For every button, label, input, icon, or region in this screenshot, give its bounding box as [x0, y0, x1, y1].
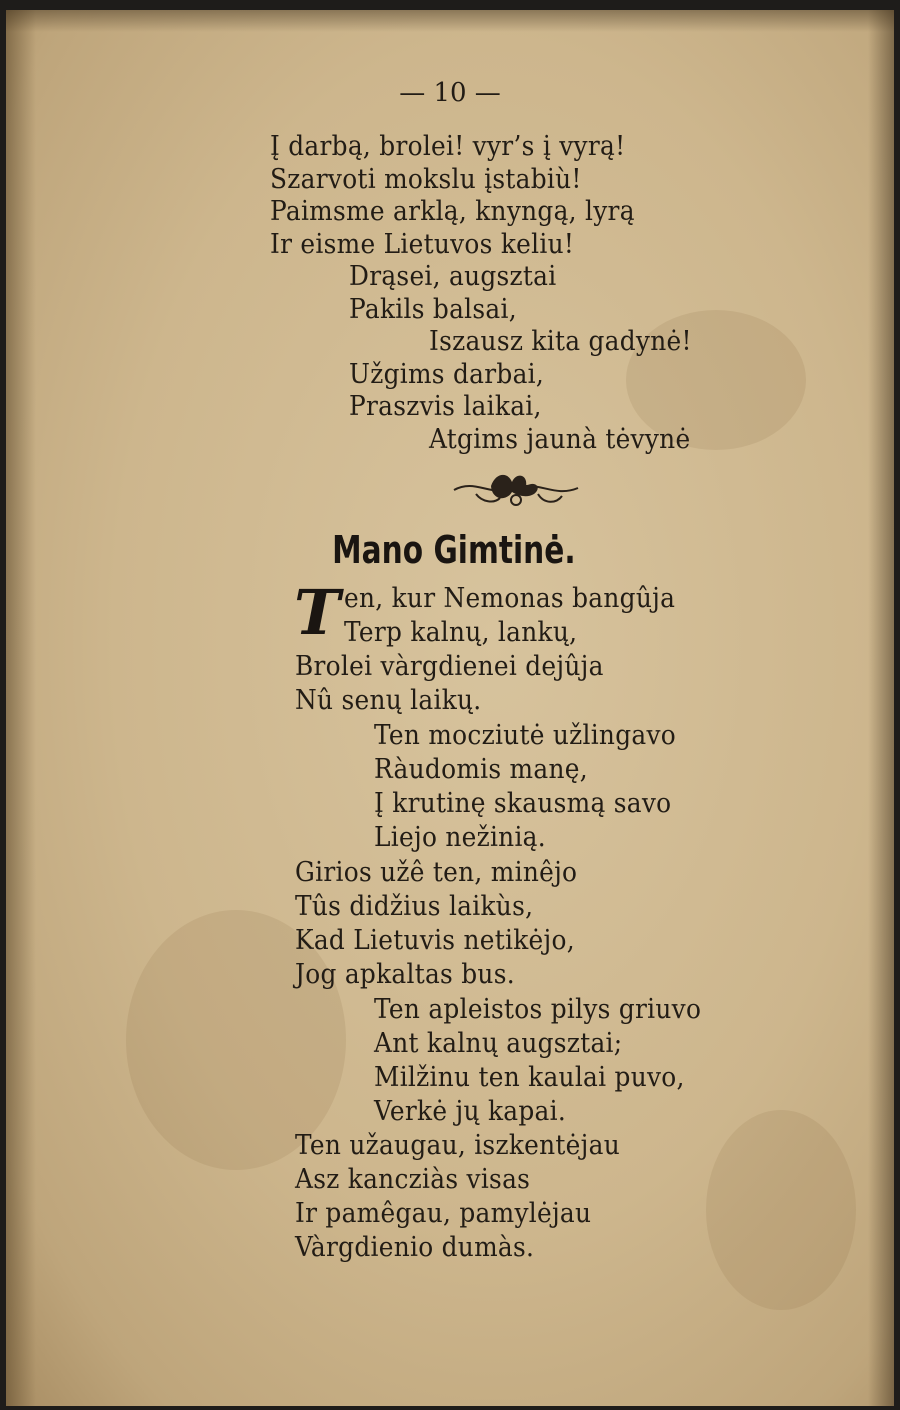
- page-edge-right: [868, 10, 894, 1406]
- poem2-line: Ràudomis manę,: [374, 754, 588, 785]
- poem1-line: Paimsme arklą, knyngą, lyrą: [270, 196, 635, 227]
- poem1-line: Iszausz kita gadynė!: [429, 326, 692, 357]
- poem2-line: Asz kancziàs visas: [295, 1164, 531, 1195]
- poem2-line: Ant kalnų augsztai;: [374, 1028, 623, 1059]
- poem2-line: Nû senų laikų.: [295, 685, 482, 716]
- poem1-line: Praszvis laikai,: [349, 391, 542, 422]
- poem-title: Mano Gimtinė.: [332, 528, 576, 572]
- poem1-line: Į darbą, brolei! vyr’s į vyrą!: [270, 131, 626, 162]
- poem1-line: Szarvoti mokslu įstabiù!: [270, 164, 582, 195]
- poem1-line: Atgims jaunà tėvynė: [429, 424, 691, 455]
- paper-stain: [706, 1110, 856, 1310]
- poem1-line: Pakils balsai,: [349, 294, 517, 325]
- poem2-line: Į krutinę skausmą savo: [374, 788, 672, 819]
- poem2-line: Kad Lietuvis netikėjo,: [295, 925, 575, 956]
- page-number: — 10 —: [399, 78, 501, 108]
- poem2-line: en, kur Nemonas bangûja: [344, 583, 676, 614]
- poem2-line: Liejo nežinią.: [374, 822, 546, 853]
- poem2-line: Brolei vàrgdienei dejûja: [295, 651, 604, 682]
- poem2-line: Verkė jų kapai.: [374, 1096, 567, 1127]
- page-edge-top: [6, 10, 894, 32]
- book-page: [6, 10, 894, 1406]
- poem2-line: Ten mocziutė užlingavo: [374, 720, 677, 751]
- poem2-line: Milžinu ten kaulai puvo,: [374, 1062, 685, 1093]
- poem2-line: Terp kalnų, lankų,: [344, 617, 578, 648]
- page-edge-left: [6, 10, 36, 1406]
- poem2-line: Ten apleistos pilys griuvo: [374, 994, 702, 1025]
- poem1-line: Užgims darbai,: [349, 359, 545, 390]
- poem2-line: Girios užê ten, minêjo: [295, 857, 578, 888]
- poem1-line: Drąsei, augsztai: [349, 261, 557, 292]
- poem2-line: Ten užaugau, iszkentėjau: [295, 1130, 620, 1161]
- drop-cap: T: [294, 576, 341, 649]
- poem2-line: Jog apkaltas bus.: [295, 959, 515, 990]
- poem2-line: Tûs didžius laikùs,: [295, 891, 534, 922]
- poem2-line: Vàrgdienio dumàs.: [295, 1232, 535, 1263]
- poem1-line: Ir eisme Lietuvos keliu!: [270, 229, 575, 260]
- floral-ornament-icon: [446, 468, 586, 512]
- poem2-line: Ir pamêgau, pamylėjau: [295, 1198, 592, 1229]
